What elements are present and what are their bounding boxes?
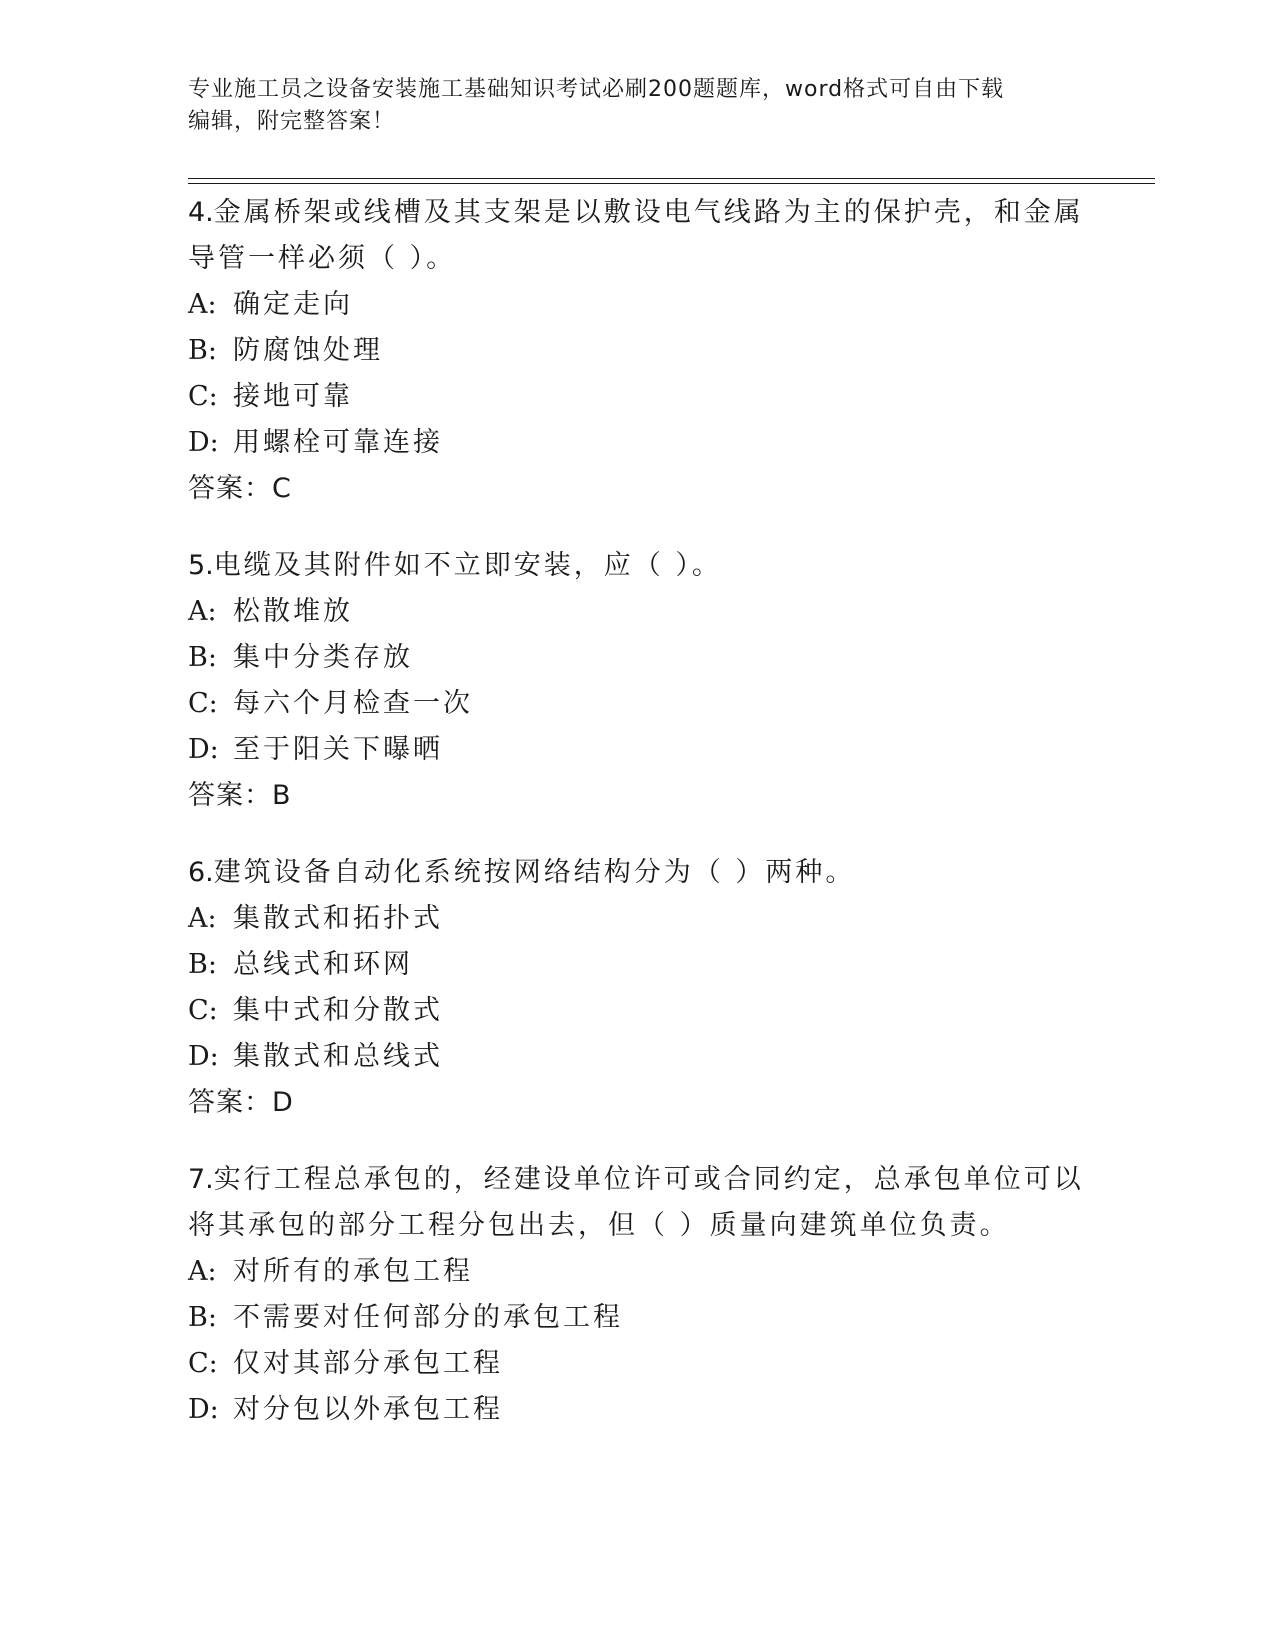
question-text xyxy=(188,850,1088,896)
question-text-continued xyxy=(188,1203,1088,1249)
option-letter: D: xyxy=(188,1394,219,1425)
option-text: 集中分类存放 xyxy=(233,642,413,673)
question-text xyxy=(188,543,1088,589)
option-text: 接地可靠 xyxy=(233,381,353,412)
option-letter: B: xyxy=(188,949,217,980)
option-letter: D: xyxy=(188,427,219,458)
option-letter: D: xyxy=(188,1041,219,1072)
option-text: 用螺栓可靠连接 xyxy=(233,427,443,458)
option-a xyxy=(188,282,1088,328)
option-text: 确定走向 xyxy=(233,289,353,320)
question-text-line: 电缆及其附件如不立即安装，应（ ）。 xyxy=(213,550,722,581)
header-line-2: 编辑，附完整答案！ xyxy=(188,109,396,134)
question-4 xyxy=(188,190,1088,512)
question-text-line: 实行工程总承包的，经建设单位许可或合同约定，总承包单位可以 xyxy=(213,1164,1084,1195)
option-letter: D: xyxy=(188,734,219,765)
option-c xyxy=(188,681,1088,727)
question-number: 5. xyxy=(188,550,214,581)
option-letter: A: xyxy=(188,289,217,320)
option-letter: A: xyxy=(188,903,217,934)
question-6 xyxy=(188,850,1088,1126)
question-text-line: 将其承包的部分工程分包出去，但（ ）质量向建筑单位负责。 xyxy=(188,1210,1010,1241)
question-text-continued xyxy=(188,236,1088,282)
option-text: 集散式和拓扑式 xyxy=(233,903,443,934)
answer-text: 答案：C xyxy=(188,473,292,504)
option-text: 集中式和分散式 xyxy=(233,995,443,1026)
question-number: 6. xyxy=(188,857,214,888)
option-text: 松散堆放 xyxy=(233,596,353,627)
option-text: 每六个月检查一次 xyxy=(233,688,473,719)
option-c xyxy=(188,374,1088,420)
option-letter: C: xyxy=(188,688,218,719)
answer-text: 答案：D xyxy=(188,1087,294,1118)
option-letter: B: xyxy=(188,1302,217,1333)
question-text-line: 导管一样必须（ ）。 xyxy=(188,243,457,274)
option-b xyxy=(188,1295,1088,1341)
document-header xyxy=(188,74,1088,138)
option-text: 不需要对任何部分的承包工程 xyxy=(233,1302,623,1333)
option-c xyxy=(188,1341,1088,1387)
option-a xyxy=(188,1249,1088,1295)
option-a xyxy=(188,896,1088,942)
option-letter: C: xyxy=(188,1348,218,1379)
header-line-1: 专业施工员之设备安装施工基础知识考试必刷200题题库，word格式可自由下载 xyxy=(188,77,1005,102)
question-list xyxy=(188,190,1088,1464)
option-b xyxy=(188,635,1088,681)
answer-text: 答案：B xyxy=(188,780,292,811)
option-text: 集散式和总线式 xyxy=(233,1041,443,1072)
question-number: 4. xyxy=(188,197,214,228)
option-d xyxy=(188,1387,1088,1433)
option-d xyxy=(188,1034,1088,1080)
option-letter: B: xyxy=(188,335,217,366)
option-letter: A: xyxy=(188,1256,217,1287)
option-d xyxy=(188,420,1088,466)
option-letter: C: xyxy=(188,381,218,412)
option-a xyxy=(188,589,1088,635)
header-divider-top xyxy=(188,178,1155,179)
question-text xyxy=(188,1157,1088,1203)
option-text: 总线式和环网 xyxy=(233,949,413,980)
question-text-line: 金属桥架或线槽及其支架是以敷设电气线路为主的保护壳，和金属 xyxy=(213,197,1084,228)
option-b xyxy=(188,328,1088,374)
option-letter: A: xyxy=(188,596,217,627)
header-divider-bottom xyxy=(188,183,1155,184)
option-text: 至于阳关下曝晒 xyxy=(233,734,443,765)
option-text: 防腐蚀处理 xyxy=(233,335,383,366)
question-7 xyxy=(188,1157,1088,1433)
question-number: 7. xyxy=(188,1164,214,1195)
option-d xyxy=(188,727,1088,773)
option-letter: B: xyxy=(188,642,217,673)
option-letter: C: xyxy=(188,995,218,1026)
option-b xyxy=(188,942,1088,988)
option-text: 对所有的承包工程 xyxy=(233,1256,473,1287)
option-text: 仅对其部分承包工程 xyxy=(233,1348,503,1379)
question-5 xyxy=(188,543,1088,819)
option-c xyxy=(188,988,1088,1034)
question-text-line: 建筑设备自动化系统按网络结构分为（ ）两种。 xyxy=(213,857,856,888)
option-text: 对分包以外承包工程 xyxy=(233,1394,503,1425)
question-text xyxy=(188,190,1088,236)
